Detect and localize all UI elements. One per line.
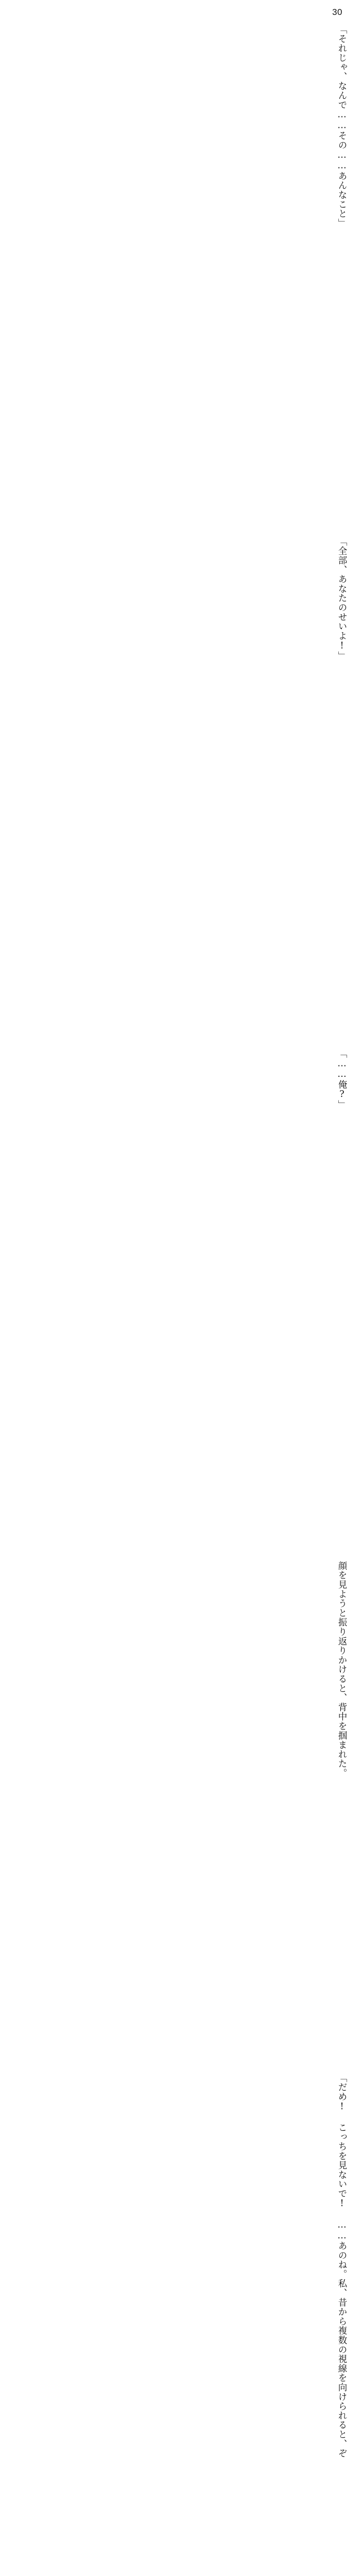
text-line: 「それじゃ、なんで……その……あんなこと」 [337, 25, 347, 228]
text-line: 顔を見ようと振り返りかけると、背中を掴まれた。 [337, 1561, 347, 1778]
text-line: 「だめ! こっちを見ないで! ……あのね。私、昔から複数の視線を向けられると、ぞ [337, 2073, 347, 2458]
page-number: 30 [332, 7, 342, 17]
text-line: 「……俺?」 [337, 1049, 347, 1110]
text-line: 「全部、あなたのせいよ!」 [337, 537, 347, 661]
vertical-text-body [9, 25, 350, 2458]
